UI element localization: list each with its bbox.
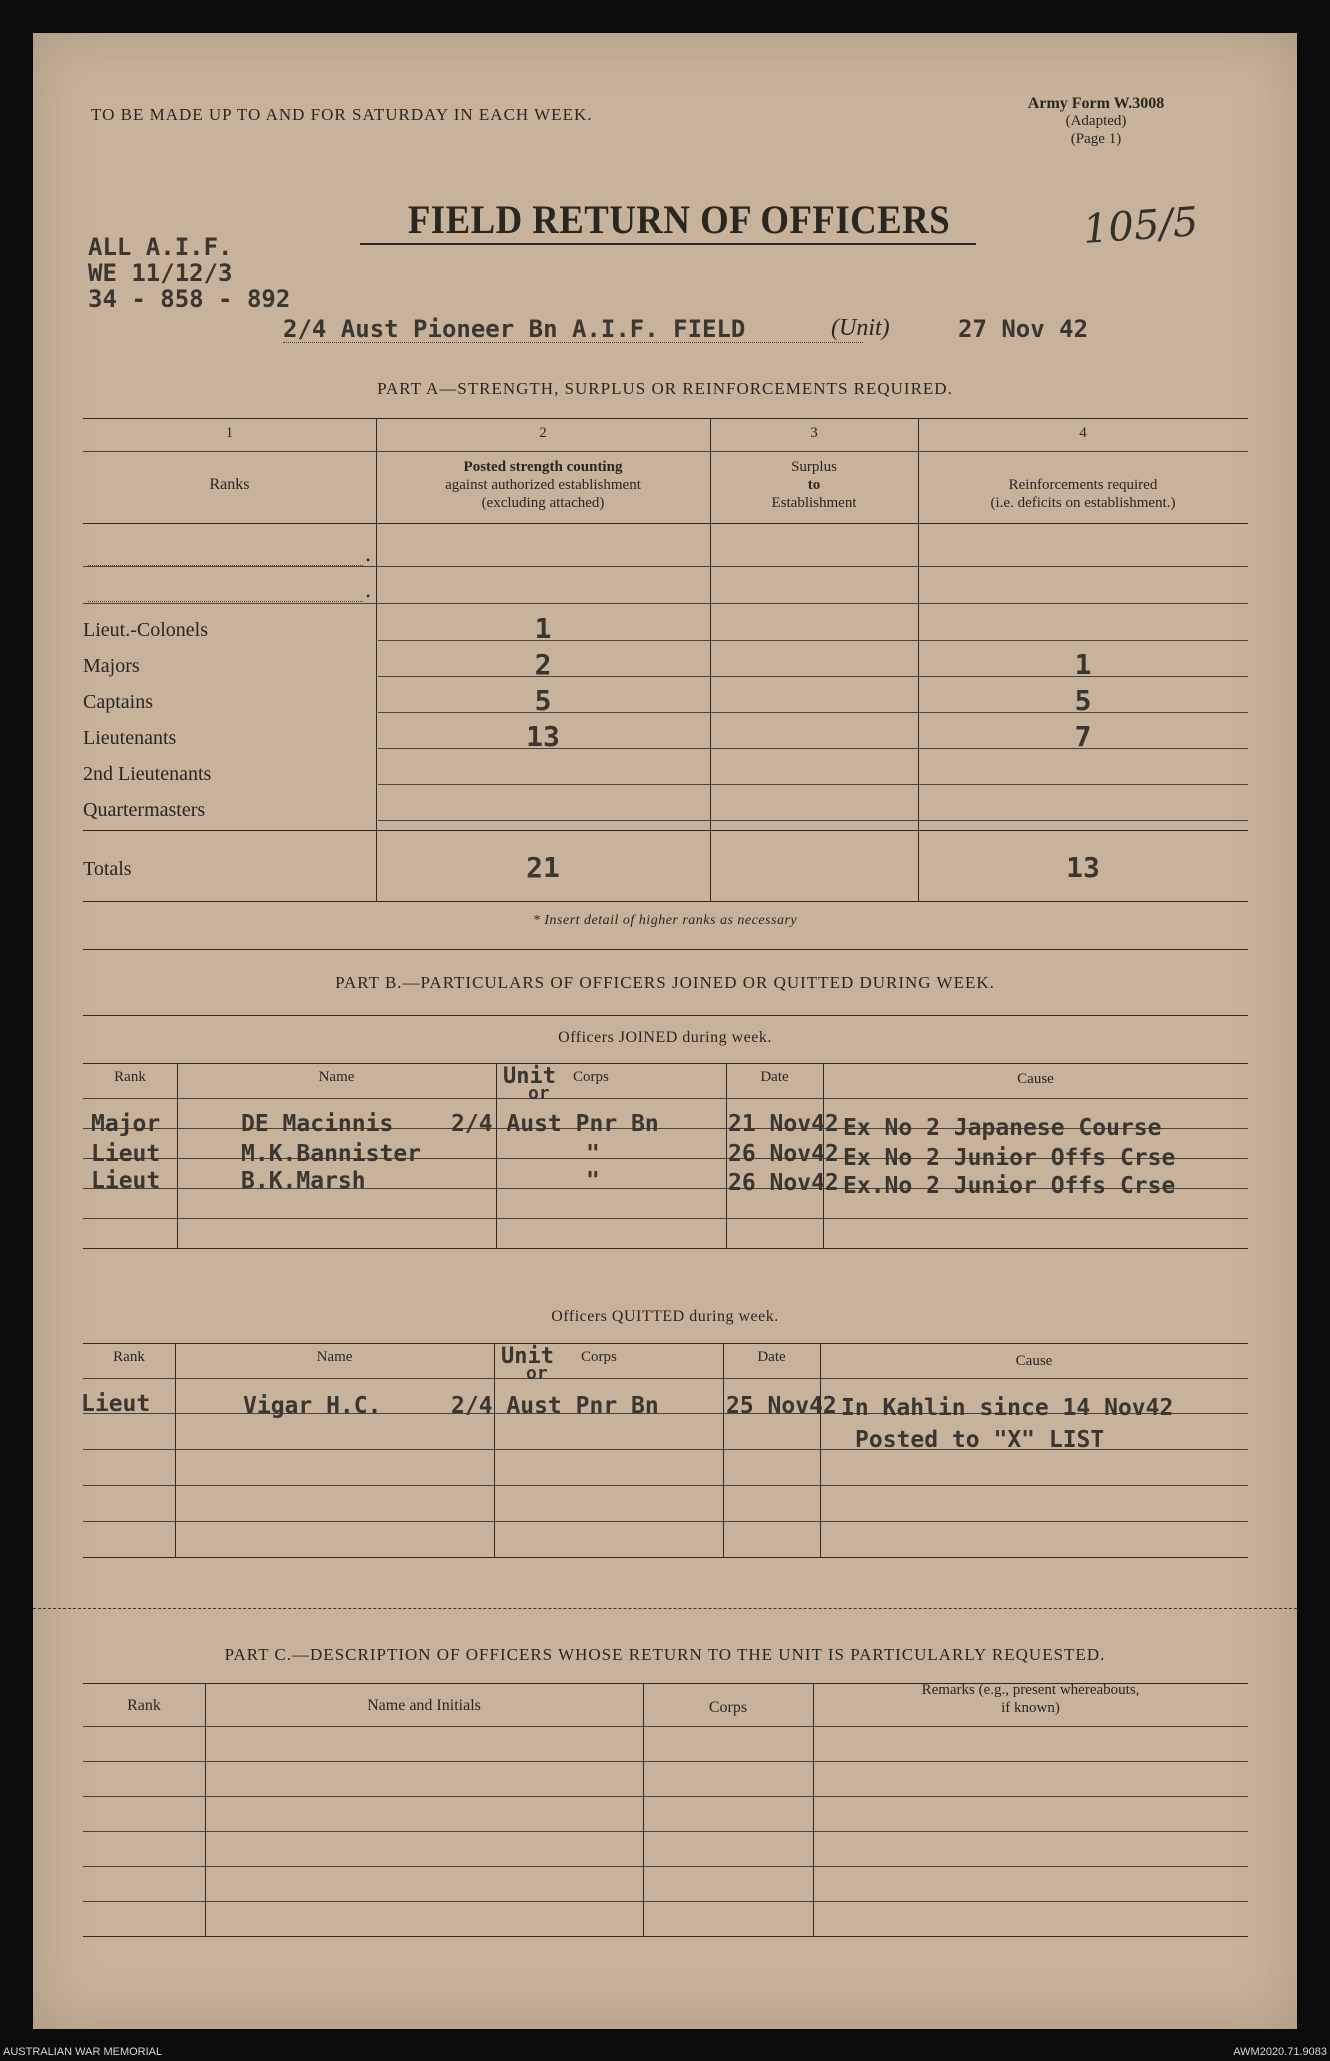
stamp-line-1: ALL A.I.F. — [88, 233, 233, 261]
footer-accession-number: AWM2020.71.9083 — [1233, 2046, 1327, 2058]
joined-title: Officers JOINED during week. — [558, 1029, 772, 1046]
col-surplus-header: Surplus to Establishment — [771, 459, 857, 511]
col-reinforcements-header: Reinforcements required (i.e. deficits on establishment.) — [990, 477, 1176, 511]
part-b-heading: PART B.—PARTICULARS OF OFFICERS JOINED OR QUITTED DURING WEEK. — [335, 973, 995, 992]
joined-cause: Ex.No 2 Junior Offs Crse — [843, 1173, 1176, 1199]
stamp-line-3: 34 - 858 - 892 — [88, 285, 291, 313]
col-corps-header: Corps — [708, 1699, 748, 1716]
adapted-label: (Adapted) — [1065, 113, 1127, 129]
quitted-unit: 2/4 Aust Pnr Bn — [451, 1393, 659, 1419]
joined-date: 26 Nov42 — [728, 1170, 839, 1196]
perforation-line — [33, 1608, 1297, 1609]
asterisk-mark: • — [366, 589, 371, 603]
handwritten-reference: 105/5 — [1081, 199, 1200, 253]
col-name-header: Name — [316, 1349, 353, 1365]
quitted-name: Vigar H.C. — [243, 1393, 382, 1419]
footnote: * Insert detail of higher ranks as necessary — [532, 913, 798, 928]
title-underline — [360, 243, 976, 245]
col-2-number: 2 — [539, 425, 547, 441]
col-3-number: 3 — [810, 425, 818, 441]
posted-value: 2 — [534, 648, 552, 681]
posted-value: 13 — [526, 720, 560, 753]
col-date-header: Date — [760, 1069, 789, 1085]
quitted-date: 25 Nov42 — [726, 1393, 837, 1419]
col-or-header: or — [526, 1363, 548, 1384]
quitted-rank: Lieut — [81, 1391, 151, 1417]
form-title: FIELD RETURN OF OFFICERS — [407, 197, 951, 242]
rank-label: Quartermasters — [83, 799, 206, 821]
reinforcement-value: 7 — [1074, 720, 1092, 753]
unit-name: 2/4 Aust Pioneer Bn A.I.F. FIELD — [283, 315, 746, 343]
col-posted-header: Posted strength counting against authorized establishment (excluding attached) — [445, 459, 641, 511]
instruction-text: TO BE MADE UP TO AND FOR SATURDAY IN EACH WEEK. — [91, 105, 593, 124]
joined-date: 26 Nov42 — [728, 1141, 839, 1167]
part-c-heading: PART C.—DESCRIPTION OF OFFICERS WHOSE RETURN TO THE UNIT IS PARTICULARLY REQUESTED. — [224, 1645, 1106, 1664]
joined-date: 21 Nov42 — [728, 1111, 839, 1137]
joined-name: B.K.Marsh — [241, 1168, 366, 1194]
army-form-number: Army Form W.3008 — [1027, 95, 1165, 112]
col-corps-header: Corps — [573, 1069, 609, 1085]
footer-institution: AUSTRALIAN WAR MEMORIAL — [3, 2046, 163, 2058]
stamp-line-2: WE 11/12/3 — [88, 259, 233, 287]
quitted-cause: In Kahlin since 14 Nov42 — [841, 1395, 1174, 1421]
rank-label: Captains — [83, 691, 153, 713]
col-cause-header: Cause — [1017, 1071, 1054, 1087]
col-4-number: 4 — [1079, 425, 1087, 441]
unit-label: (Unit) — [831, 315, 890, 341]
quitted-cause-line-2: Posted to "X" LIST — [855, 1427, 1105, 1453]
col-name-header: Name and Initials — [367, 1697, 481, 1714]
col-unit-header: Unit — [501, 1344, 554, 1369]
totals-posted: 21 — [526, 851, 560, 884]
col-unit-header: Unit — [503, 1064, 556, 1089]
return-date: 27 Nov 42 — [958, 315, 1089, 343]
col-rank-header: Rank — [113, 1349, 145, 1365]
col-ranks-header: Ranks — [209, 476, 250, 493]
form-page — [33, 33, 1297, 2029]
joined-cause: Ex No 2 Junior Offs Crse — [843, 1145, 1176, 1171]
rank-label: Lieutenants — [83, 727, 177, 749]
posted-value: 1 — [534, 612, 552, 645]
reinforcement-value: 1 — [1074, 648, 1092, 681]
totals-reinforcements: 13 — [1066, 851, 1100, 884]
reinforcement-value: 5 — [1074, 684, 1092, 717]
col-name-header: Name — [318, 1069, 355, 1085]
asterisk-mark: • — [366, 553, 371, 567]
col-or-header: or — [528, 1083, 550, 1104]
col-corps-header: Corps — [581, 1349, 617, 1365]
joined-rank: Lieut — [91, 1141, 161, 1167]
joined-unit: 2/4 Aust Pnr Bn — [451, 1111, 659, 1137]
joined-unit: " — [586, 1141, 600, 1167]
part-a-heading: PART A—STRENGTH, SURPLUS OR REINFORCEMENTS REQUIRED. — [377, 379, 953, 398]
rank-label: Majors — [83, 655, 140, 677]
col-remarks-header: Remarks (e.g., present whereabouts, if known) — [921, 1682, 1140, 1716]
posted-value: 5 — [534, 684, 552, 717]
totals-label: Totals — [83, 858, 132, 880]
col-1-number: 1 — [225, 425, 234, 441]
col-cause-header: Cause — [1015, 1353, 1053, 1369]
joined-cause: Ex No 2 Japanese Course — [843, 1115, 1162, 1141]
unit-dotted-line — [283, 342, 863, 343]
page-label: (Page 1) — [1070, 131, 1122, 147]
rank-label: 2nd Lieutenants — [83, 763, 212, 785]
col-rank-header: Rank — [114, 1069, 146, 1085]
joined-name: DE Macinnis — [241, 1111, 394, 1137]
joined-rank: Major — [91, 1111, 161, 1137]
col-date-header: Date — [757, 1349, 786, 1365]
joined-rank: Lieut — [91, 1168, 161, 1194]
col-rank-header: Rank — [127, 1697, 161, 1714]
rank-label: Lieut.-Colonels — [83, 619, 208, 641]
joined-name: M.K.Bannister — [241, 1141, 422, 1167]
joined-unit: " — [586, 1168, 600, 1194]
quitted-title: Officers QUITTED during week. — [551, 1308, 779, 1325]
